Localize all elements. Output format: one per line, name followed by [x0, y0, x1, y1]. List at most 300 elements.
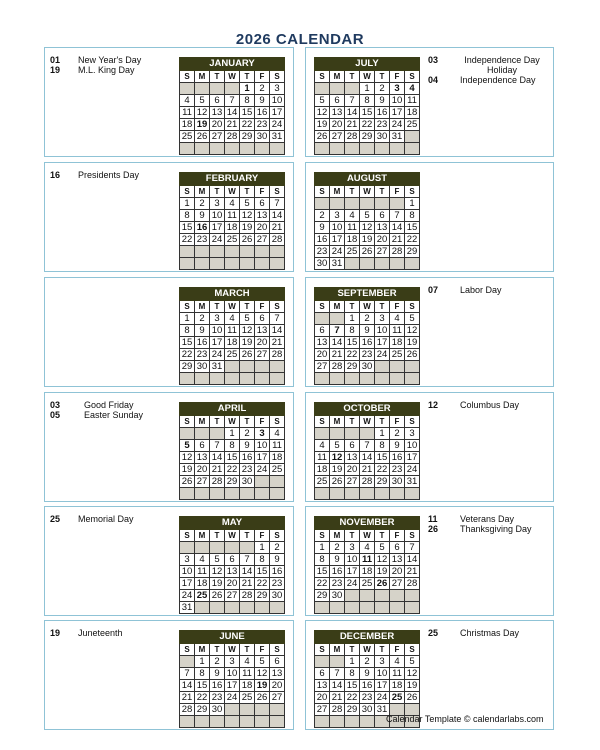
week-row [180, 464, 285, 476]
weekday-label: W [360, 186, 375, 198]
empty-day-cell [270, 258, 285, 270]
day-cell: 26 [180, 476, 195, 488]
empty-day-cell [375, 590, 390, 602]
day-cell: 8 [180, 210, 195, 222]
day-cell: 22 [315, 578, 330, 590]
weekday-label: M [330, 301, 345, 313]
day-cell: 25 [390, 349, 405, 361]
holiday-name: Independence Day Holiday [464, 55, 540, 75]
day-cell: 9 [195, 325, 210, 337]
day-cell: 30 [315, 258, 330, 270]
week-row [180, 258, 285, 270]
empty-day-cell [360, 590, 375, 602]
day-cell: 6 [375, 210, 390, 222]
day-cell: 25 [240, 692, 255, 704]
weekday-label: S [270, 530, 285, 542]
day-cell: 2 [195, 313, 210, 325]
month-header-row [315, 631, 420, 644]
weekday-label: W [225, 301, 240, 313]
week-row [180, 131, 285, 143]
month-header-row [315, 403, 420, 416]
day-cell: 4 [195, 554, 210, 566]
empty-day-cell [225, 143, 240, 155]
weekday-label: T [240, 644, 255, 656]
month-name: MARCH [180, 288, 285, 301]
weekday-label: T [375, 301, 390, 313]
day-cell: 9 [210, 668, 225, 680]
week-row [180, 210, 285, 222]
day-cell: 9 [240, 440, 255, 452]
holiday-date: 25 [428, 628, 439, 638]
day-cell: 24 [210, 349, 225, 361]
day-cell: 9 [195, 210, 210, 222]
day-cell: 9 [270, 554, 285, 566]
empty-day-cell [225, 716, 240, 728]
day-cell: 28 [270, 349, 285, 361]
day-cell: 17 [375, 680, 390, 692]
day-cell: 23 [270, 578, 285, 590]
day-cell: 5 [240, 198, 255, 210]
weekday-label: S [180, 644, 195, 656]
weekday-row [180, 530, 285, 542]
day-cell: 16 [255, 107, 270, 119]
day-cell: 2 [270, 542, 285, 554]
weekday-label: T [240, 186, 255, 198]
empty-day-cell [195, 542, 210, 554]
day-cell: 3 [375, 313, 390, 325]
empty-day-cell [270, 488, 285, 500]
empty-day-cell [240, 542, 255, 554]
day-cell: 16 [390, 452, 405, 464]
month-name: AUGUST [315, 173, 420, 186]
day-cell: 29 [255, 590, 270, 602]
week-row [180, 349, 285, 361]
month-name: SEPTEMBER [315, 288, 420, 301]
day-cell: 7 [180, 668, 195, 680]
empty-day-cell [345, 258, 360, 270]
day-cell: 25 [315, 476, 330, 488]
month-header-row [315, 58, 420, 71]
day-cell: 21 [270, 222, 285, 234]
day-cell: 1 [180, 313, 195, 325]
holiday-name: Christmas Day [460, 628, 520, 638]
day-cell: 1 [375, 428, 390, 440]
week-row [180, 234, 285, 246]
day-cell: 8 [255, 554, 270, 566]
weekday-label: T [375, 530, 390, 542]
day-cell: 10 [345, 554, 360, 566]
day-cell: 2 [360, 313, 375, 325]
holiday-name: Independence Day [460, 75, 536, 85]
week-row [180, 83, 285, 95]
week-row [315, 325, 420, 337]
empty-day-cell [210, 246, 225, 258]
empty-day-cell [225, 246, 240, 258]
weekday-label: T [210, 530, 225, 542]
day-cell: 17 [225, 680, 240, 692]
day-cell: 15 [315, 566, 330, 578]
day-cell: 23 [375, 119, 390, 131]
day-cell: 20 [195, 464, 210, 476]
day-cell: 11 [180, 107, 195, 119]
week-row [315, 464, 420, 476]
empty-day-cell [225, 258, 240, 270]
day-cell: 11 [390, 668, 405, 680]
day-cell: 14 [180, 680, 195, 692]
day-cell: 7 [360, 440, 375, 452]
week-row [315, 198, 420, 210]
day-cell: 9 [375, 95, 390, 107]
day-cell: 15 [345, 680, 360, 692]
day-cell: 26 [240, 234, 255, 246]
day-cell: 30 [240, 476, 255, 488]
day-cell: 16 [330, 566, 345, 578]
day-cell: 11 [345, 222, 360, 234]
day-cell: 5 [375, 542, 390, 554]
day-cell: 13 [270, 668, 285, 680]
empty-day-cell [180, 246, 195, 258]
week-row [180, 313, 285, 325]
day-cell: 25 [390, 692, 405, 704]
day-cell: 18 [225, 222, 240, 234]
day-cell: 24 [375, 692, 390, 704]
week-row [180, 554, 285, 566]
empty-day-cell [405, 361, 420, 373]
day-cell: 11 [390, 325, 405, 337]
day-cell: 14 [405, 554, 420, 566]
weekday-label: S [315, 530, 330, 542]
day-cell: 23 [315, 246, 330, 258]
empty-day-cell [345, 488, 360, 500]
day-cell: 25 [345, 246, 360, 258]
month-name: NOVEMBER [315, 517, 420, 530]
day-cell: 30 [390, 476, 405, 488]
weekday-label: M [195, 301, 210, 313]
day-cell: 8 [195, 668, 210, 680]
day-cell: 10 [270, 95, 285, 107]
day-cell: 12 [360, 222, 375, 234]
day-cell: 18 [180, 119, 195, 131]
day-cell: 26 [210, 590, 225, 602]
weekday-label: S [405, 416, 420, 428]
day-cell: 29 [345, 704, 360, 716]
weekday-label: T [345, 71, 360, 83]
day-cell: 24 [345, 578, 360, 590]
day-cell: 1 [180, 198, 195, 210]
empty-day-cell [375, 143, 390, 155]
empty-day-cell [225, 602, 240, 614]
week-row [315, 246, 420, 258]
weekday-label: F [255, 301, 270, 313]
empty-day-cell [315, 313, 330, 325]
empty-day-cell [330, 83, 345, 95]
weekday-label: T [240, 530, 255, 542]
weekday-row [315, 530, 420, 542]
day-cell: 14 [225, 107, 240, 119]
weekday-row [180, 186, 285, 198]
holiday-name: M.L. King Day [78, 65, 135, 75]
empty-day-cell [240, 488, 255, 500]
day-cell: 30 [375, 131, 390, 143]
day-cell: 28 [405, 578, 420, 590]
empty-day-cell [315, 373, 330, 385]
month-calendar [179, 516, 285, 614]
weekday-label: T [210, 301, 225, 313]
day-cell: 5 [405, 313, 420, 325]
day-cell: 31 [180, 602, 195, 614]
day-cell: 28 [330, 361, 345, 373]
month-header-row [180, 631, 285, 644]
day-cell: 6 [345, 440, 360, 452]
empty-day-cell [195, 83, 210, 95]
day-cell: 21 [225, 119, 240, 131]
weekday-row [180, 301, 285, 313]
week-row [180, 542, 285, 554]
day-cell: 11 [240, 668, 255, 680]
weekday-label: T [375, 71, 390, 83]
day-cell: 6 [195, 440, 210, 452]
day-cell: 20 [210, 119, 225, 131]
empty-day-cell [180, 83, 195, 95]
day-cell: 17 [210, 337, 225, 349]
weekday-label: F [255, 644, 270, 656]
empty-day-cell [405, 488, 420, 500]
day-cell: 1 [345, 313, 360, 325]
day-cell: 27 [225, 590, 240, 602]
day-cell: 19 [255, 680, 270, 692]
week-row [315, 554, 420, 566]
empty-day-cell [315, 488, 330, 500]
day-cell: 17 [390, 107, 405, 119]
empty-day-cell [195, 258, 210, 270]
day-cell: 18 [315, 464, 330, 476]
day-cell: 25 [270, 464, 285, 476]
empty-day-cell [315, 602, 330, 614]
day-cell: 21 [330, 349, 345, 361]
day-cell: 22 [345, 692, 360, 704]
weekday-label: S [180, 71, 195, 83]
empty-day-cell [330, 373, 345, 385]
week-row [315, 313, 420, 325]
weekday-label: T [240, 71, 255, 83]
empty-day-cell [405, 590, 420, 602]
day-cell: 21 [180, 692, 195, 704]
day-cell: 5 [210, 554, 225, 566]
day-cell: 13 [255, 325, 270, 337]
week-row [180, 452, 285, 464]
day-cell: 13 [345, 452, 360, 464]
day-cell: 28 [210, 476, 225, 488]
day-cell: 17 [270, 107, 285, 119]
day-cell: 29 [180, 361, 195, 373]
weekday-label: T [240, 301, 255, 313]
weekday-label: W [360, 71, 375, 83]
day-cell: 9 [390, 440, 405, 452]
weekday-label: T [345, 301, 360, 313]
week-row [315, 234, 420, 246]
month-calendar [314, 516, 420, 614]
empty-day-cell [240, 246, 255, 258]
day-cell: 22 [345, 349, 360, 361]
day-cell: 21 [330, 692, 345, 704]
day-cell: 25 [225, 349, 240, 361]
day-cell: 5 [360, 210, 375, 222]
day-cell: 5 [315, 95, 330, 107]
month-calendar [314, 172, 420, 270]
empty-day-cell [360, 258, 375, 270]
empty-day-cell [315, 656, 330, 668]
day-cell: 2 [210, 656, 225, 668]
day-cell: 19 [240, 222, 255, 234]
empty-day-cell [240, 361, 255, 373]
weekday-row [315, 186, 420, 198]
empty-day-cell [360, 143, 375, 155]
month-header-row [180, 173, 285, 186]
holiday-name: Juneteenth [78, 628, 123, 638]
day-cell: 28 [390, 246, 405, 258]
week-row [315, 337, 420, 349]
empty-day-cell [405, 373, 420, 385]
day-cell: 22 [375, 464, 390, 476]
day-cell: 22 [180, 349, 195, 361]
empty-day-cell [195, 373, 210, 385]
holiday-date: 07 [428, 285, 439, 295]
empty-day-cell [270, 602, 285, 614]
day-cell: 22 [180, 234, 195, 246]
day-cell: 7 [345, 95, 360, 107]
day-cell: 6 [270, 656, 285, 668]
weekday-label: S [315, 644, 330, 656]
week-row [315, 692, 420, 704]
week-row [315, 210, 420, 222]
holiday-date: 19 [50, 65, 61, 75]
day-cell: 14 [270, 325, 285, 337]
empty-day-cell [315, 198, 330, 210]
day-cell: 24 [210, 234, 225, 246]
empty-day-cell [255, 476, 270, 488]
day-cell: 15 [345, 337, 360, 349]
empty-day-cell [210, 542, 225, 554]
day-cell: 14 [360, 452, 375, 464]
day-cell: 23 [390, 464, 405, 476]
day-cell: 2 [315, 210, 330, 222]
day-cell: 24 [330, 246, 345, 258]
weekday-label: S [405, 71, 420, 83]
day-cell: 21 [360, 464, 375, 476]
empty-day-cell [255, 258, 270, 270]
day-cell: 15 [180, 337, 195, 349]
day-cell: 3 [225, 656, 240, 668]
day-cell: 21 [210, 464, 225, 476]
day-cell: 19 [210, 578, 225, 590]
day-cell: 16 [360, 337, 375, 349]
empty-day-cell [195, 716, 210, 728]
empty-day-cell [345, 428, 360, 440]
week-row [180, 716, 285, 728]
day-cell: 5 [180, 440, 195, 452]
day-cell: 7 [240, 554, 255, 566]
weekday-label: W [225, 530, 240, 542]
day-cell: 6 [315, 668, 330, 680]
day-cell: 22 [195, 692, 210, 704]
holiday-date: 16 [50, 170, 61, 180]
month-header-row [180, 288, 285, 301]
empty-day-cell [240, 716, 255, 728]
day-cell: 27 [330, 131, 345, 143]
day-cell: 26 [375, 578, 390, 590]
empty-day-cell [345, 716, 360, 728]
day-cell: 25 [405, 119, 420, 131]
empty-day-cell [330, 488, 345, 500]
week-row [180, 578, 285, 590]
month-calendar [314, 287, 420, 385]
day-cell: 10 [225, 668, 240, 680]
day-cell: 29 [360, 131, 375, 143]
empty-day-cell [240, 373, 255, 385]
day-cell: 18 [390, 337, 405, 349]
day-cell: 27 [255, 234, 270, 246]
day-cell: 2 [360, 656, 375, 668]
empty-day-cell [390, 590, 405, 602]
weekday-label: M [330, 530, 345, 542]
day-cell: 3 [405, 428, 420, 440]
week-row [180, 107, 285, 119]
day-cell: 13 [255, 210, 270, 222]
day-cell: 28 [345, 131, 360, 143]
day-cell: 8 [345, 325, 360, 337]
day-cell: 24 [225, 692, 240, 704]
day-cell: 12 [330, 452, 345, 464]
day-cell: 31 [405, 476, 420, 488]
day-cell: 17 [345, 566, 360, 578]
day-cell: 7 [330, 325, 345, 337]
empty-day-cell [375, 361, 390, 373]
month-calendar [314, 402, 420, 500]
day-cell: 4 [315, 440, 330, 452]
day-cell: 17 [210, 222, 225, 234]
empty-day-cell [390, 373, 405, 385]
day-cell: 9 [330, 554, 345, 566]
empty-day-cell [225, 83, 240, 95]
empty-day-cell [375, 373, 390, 385]
day-cell: 20 [225, 578, 240, 590]
empty-day-cell [180, 143, 195, 155]
weekday-label: T [345, 416, 360, 428]
day-cell: 23 [255, 119, 270, 131]
empty-day-cell [330, 313, 345, 325]
day-cell: 24 [270, 119, 285, 131]
day-cell: 3 [180, 554, 195, 566]
day-cell: 6 [225, 554, 240, 566]
day-cell: 27 [195, 476, 210, 488]
day-cell: 30 [330, 590, 345, 602]
day-cell: 6 [255, 313, 270, 325]
empty-day-cell [180, 428, 195, 440]
day-cell: 5 [330, 440, 345, 452]
empty-day-cell [315, 143, 330, 155]
holiday-date: 19 [50, 628, 61, 638]
day-cell: 10 [330, 222, 345, 234]
day-cell: 13 [375, 222, 390, 234]
day-cell: 20 [255, 222, 270, 234]
day-cell: 5 [195, 95, 210, 107]
empty-day-cell [195, 143, 210, 155]
day-cell: 31 [390, 131, 405, 143]
weekday-label: F [390, 301, 405, 313]
day-cell: 19 [405, 680, 420, 692]
weekday-label: S [270, 644, 285, 656]
day-cell: 2 [390, 428, 405, 440]
